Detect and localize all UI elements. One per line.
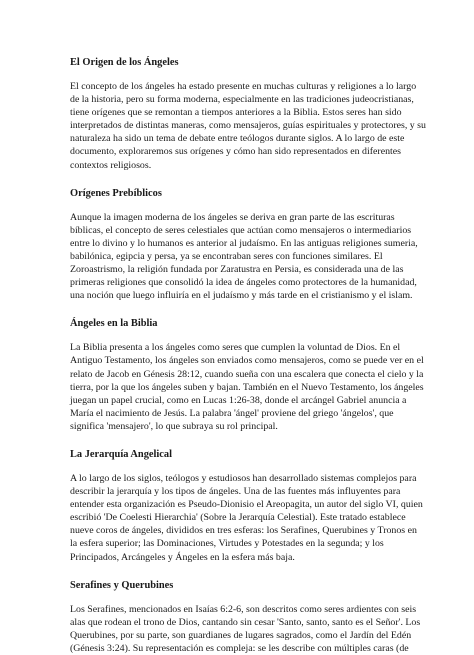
intro-paragraph: El concepto de los ángeles ha estado presente en muchas culturas y religiones a lo largo de la historia, pero su forma moderna, especialmente en las tradiciones judeocristianas, tiene orígenes que se remontan a tiempos anteriores a la Biblia. Estos seres han sido interpretados de distintas maneras, como mensajeros, guías espirituales y protectores, y su naturaleza ha sido un tema de debate entre teólogos durante siglos. A lo largo de este documento, exploraremos sus orígenes y cómo han sido representados en diferentes contextos religiosos. xyxy=(70,81,426,171)
section-body-origenes-prebiblicos: Aunque la imagen moderna de los ángeles se deriva en gran parte de las escrituras bíblicas, el concepto de seres celestiales que actúan como mensajeros o intermediarios entre lo divino y lo humanos es anterior al judaísmo. En las antiguas religiones sumeria, babilónica, egipcia y persa, ya se encontraban seres con funciones similares. El Zoroastrismo, la religión fundada por Zaratustra en Persia, es considerada una de las primeras religiones que consolidó la idea de ángeles como protectores de la humanidad, una noción que luego influiría en el judaísmo y más tarde en el cristianismo y el islam. xyxy=(70,211,418,302)
section-heading-serafines-querubines: Serafines y Querubines xyxy=(70,579,174,591)
section-body-angeles-biblia: La Biblia presenta a los ángeles como seres que cumplen la voluntad de Dios. En el Antiguo Testamento, los ángeles son enviados como mensajeros, como se puede ver en el relato de Jacob en Génesis 28:12, cuando sueña con una escalera que conecta el cielo y la tierra, por la que los ángeles suben y bajan. También en el Nuevo Testamento, los ángeles juegan un papel crucial, como en Lucas 1:26-38, donde el arcángel Gabriel anuncia a María el nacimiento de Jesús. La palabra 'ángel' proviene del griego 'ángelos', que significa 'mensajero', lo que subraya su rol principal. xyxy=(70,342,424,432)
section-heading-jerarquia-angelical: La Jerarquía Angelical xyxy=(70,448,172,460)
section-body-serafines-querubines: Los Serafines, mencionados en Isaías 6:2-6, son descritos como seres ardientes con seis alas que rodean el trono de Dios, cantando sin cesar 'Santo, santo, santo es el Señor'. Los Querubines, por su parte, son guardianes de lugares sagrados, como el Jardín del Edén (Génesis 3:24). Su representación es compleja: se les describe con múltiples caras (de xyxy=(70,603,421,654)
section-body-jerarquia-angelical: A lo largo de los siglos, teólogos y estudiosos han desarrollado sistemas complejos para describir la jerarquía y los tipos de ángeles. Una de las fuentes más influyentes para entender esta organización es Pseudo-Dionisio el Areopagita, un autor del siglo VI, quien escribió 'De Coelesti Hierarchia' (Sobre la Jerarquía Celestial). Este tratado establece nueve coros de ángeles, divididos en tres esferas: los Serafines, Querubines y Tronos en la esfera superior; las Dominaciones, Virtudes y Potestades en la segunda; y los Principados, Arcángeles y Ángeles en la esfera más baja. xyxy=(70,472,423,563)
section-heading-angeles-biblia: Ángeles en la Biblia xyxy=(70,318,158,330)
section-heading-origenes-prebiblicos: Orígenes Prebíblicos xyxy=(70,187,162,199)
document-title: El Origen de los Ángeles xyxy=(70,57,179,68)
